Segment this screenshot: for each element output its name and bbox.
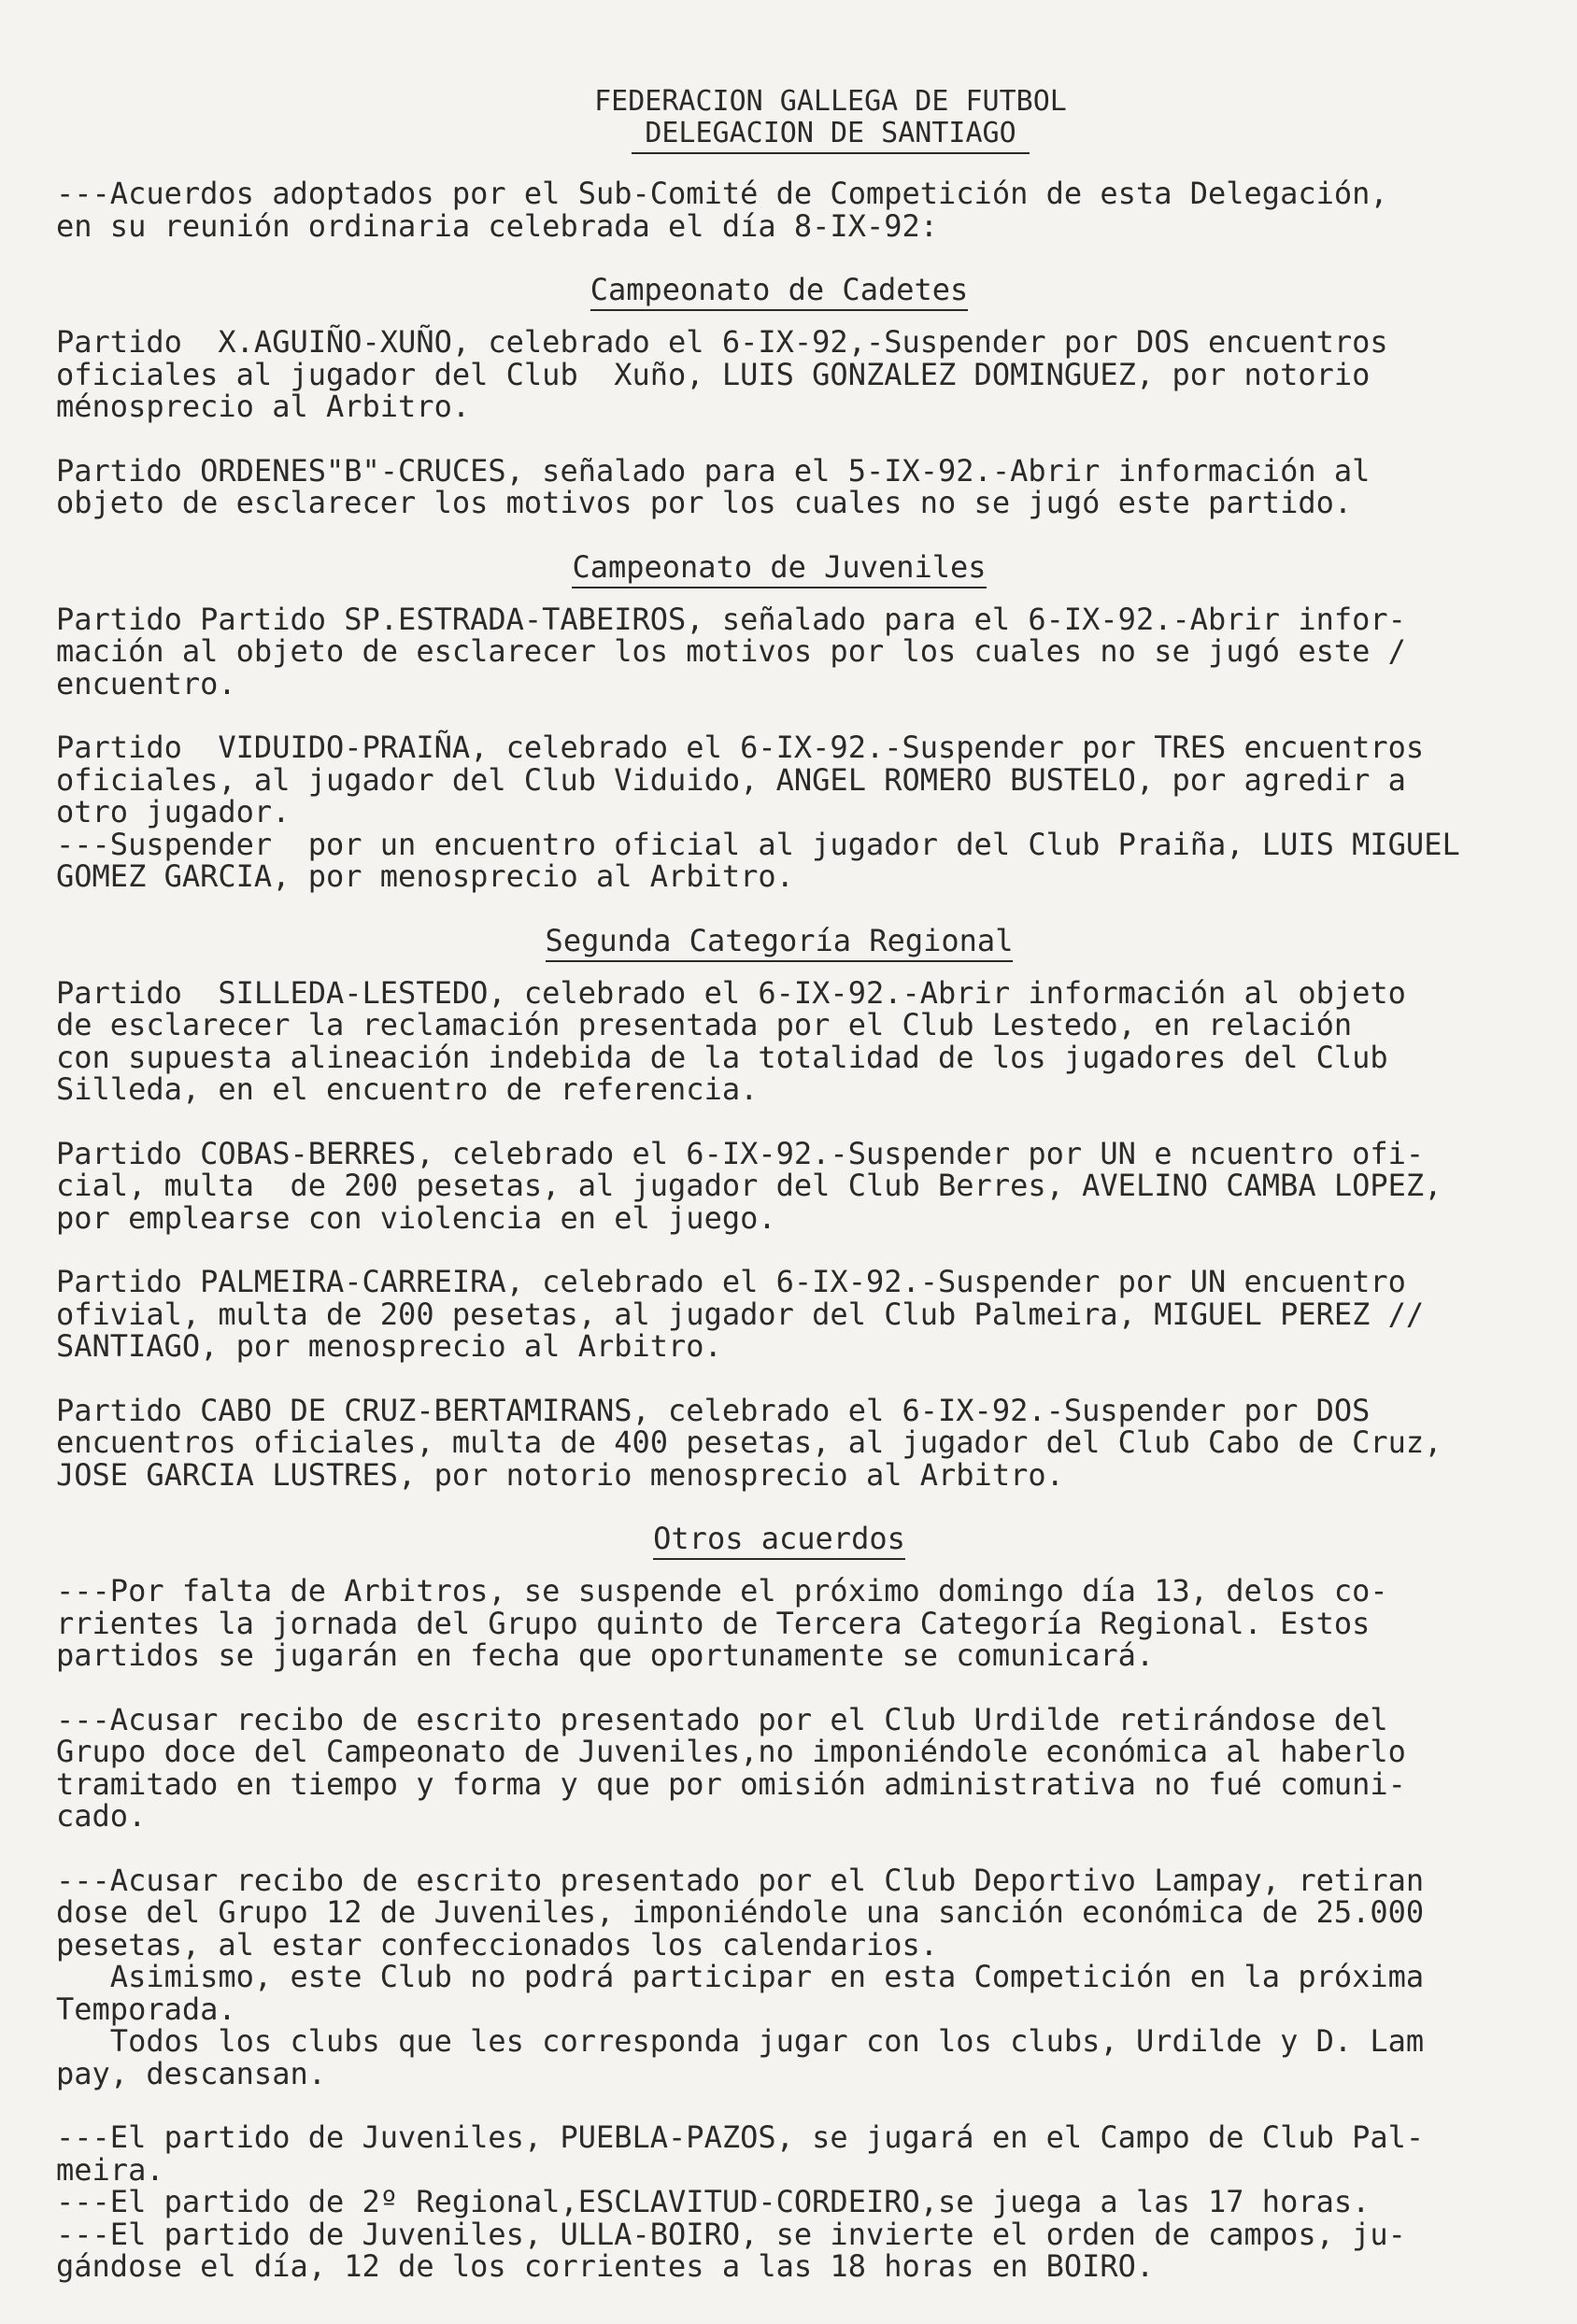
paragraph-juveniles-1: Partido Partido SP.ESTRADA-TABEIROS, señalado para el 6-IX-92.-Abrir infor- mación al objeto de esclarecer los motivos por los cuales no se jugó este / encuentro.	[56, 601, 1406, 701]
paragraph-segunda-4: Partido CABO DE CRUZ-BERTAMIRANS, celebrado el 6-IX-92.-Suspender por DOS encuentros oficiales, multa de 400 pesetas, al jugador del Club Cabo de Cruz, JOSE GARCIA LUSTRES, por notorio menosprecio al Arbitro.	[56, 1392, 1442, 1493]
section-segunda-label: Segunda Categoría Regional	[546, 923, 1014, 962]
header-federation: FEDERACION GALLEGA DE FUTBOL	[594, 85, 1067, 118]
paragraph-juveniles-2: Partido VIDUIDO-PRAIÑA, celebrado el 6-IX-92.-Suspender por TRES encuentros oficiales, al jugador del Club Viduido, ANGEL ROMERO BUSTELO, por agredir a otro jugador. ---Suspender por un encuentro oficial al jugador del Club Praiña, LUIS MIGUEL GOMEZ GARCIA, por menosprecio al Arbitro.	[56, 730, 1460, 894]
paragraph-otros-3: ---Acusar recibo de escrito presentado por el Club Deportivo Lampay, retiran dose del Grupo 12 de Juveniles, imponiéndole una sanción económica de 25.000 pesetas, al estar confeccionados los calendarios. Asimismo, este Club no podrá participar en esta Competición en la próxima Temporada. Todos los clubs que les corresponda jugar con los clubs, Urdilde y D. Lam pay, descansan.	[56, 1862, 1425, 2091]
paragraph-cadetes-1: Partido X.AGUIÑO-XUÑO, celebrado el 6-IX-92,-Suspender por DOS encuentros oficiales al jugador del Club Xuño, LUIS GONZALEZ DOMINGUEZ, por notorio ménosprecio al Arbitro.	[56, 324, 1388, 424]
section-title-otros	[56, 1523, 1502, 1554]
section-title-cadetes	[56, 274, 1502, 305]
paragraph-segunda-2: Partido COBAS-BERRES, celebrado el 6-IX-92.-Suspender por UN e ncuentro ofi- cial, multa de 200 pesetas, al jugador del Club Berres, AVELINO CAMBA LOPEZ, por emplearse con violencia en el juego.	[56, 1135, 1442, 1236]
header-delegation-text: DELEGACION DE SANTIAGO	[632, 117, 1029, 154]
paragraph-segunda-3: Partido PALMEIRA-CARREIRA, celebrado el 6-IX-92.-Suspender por UN encuentro ofivial, multa de 200 pesetas, al jugador del Club Palmeira, MIGUEL PEREZ // SANTIAGO, por menosprecio al Arbitro.	[56, 1264, 1425, 1364]
paragraph-otros-1: ---Por falta de Arbitros, se suspende el próximo domingo día 13, delos co- rrientes la jornada del Grupo quinto de Tercera Categoría Regional. Estos partidos se jugarán en fecha que oportunamente se comunicará.	[56, 1573, 1388, 1673]
intro-paragraph: ---Acuerdos adoptados por el Sub-Comité de Competición de esta Delegación, en su reunión ordinaria celebrada el día 8-IX-92:	[56, 176, 1388, 244]
section-cadetes-label: Campeonato de Cadetes	[590, 272, 969, 311]
paragraph-otros-2: ---Acusar recibo de escrito presentado por el Club Urdilde retirándose del Grupo doce del Campeonato de Juveniles,no imponiéndole económica al haberlo tramitado en tiempo y forma y que por omisión administrativa no fué comuni- cado.	[56, 1701, 1406, 1834]
section-otros-label: Otros acuerdos	[653, 1521, 905, 1560]
paragraph-cadetes-2: Partido ORDENES"B"-CRUCES, señalado para el 5-IX-92.-Abrir información al objeto de esclarecer los motivos por los cuales no se jugó este partido.	[56, 452, 1371, 520]
paragraph-segunda-1: Partido SILLEDA-LESTEDO, celebrado el 6-IX-92.-Abrir información al objeto de esclarecer la reclamación presentada por el Club Lestedo, en relación con supuesta alineación indebida de la totalidad de los jugadores del Club Silleda, en el encuentro de referencia.	[56, 974, 1406, 1107]
header-delegation	[159, 118, 1502, 149]
section-title-segunda	[56, 922, 1502, 958]
section-title-juveniles	[56, 548, 1502, 585]
paragraph-otros-4: ---El partido de Juveniles, PUEBLA-PAZOS, se jugará en el Campo de Club Pal- meira. ---El partido de 2º Regional,ESCLAVITUD-CORDEIRO,se juega a las 17 horas. ---El partido de Juveniles, ULLA-BOIRO, se invierte el orden de campos, ju- gándose el día, 12 de los corrientes a las 18 horas en BOIRO.	[56, 2119, 1425, 2284]
section-juveniles-label: Campeonato de Juveniles	[572, 549, 986, 588]
